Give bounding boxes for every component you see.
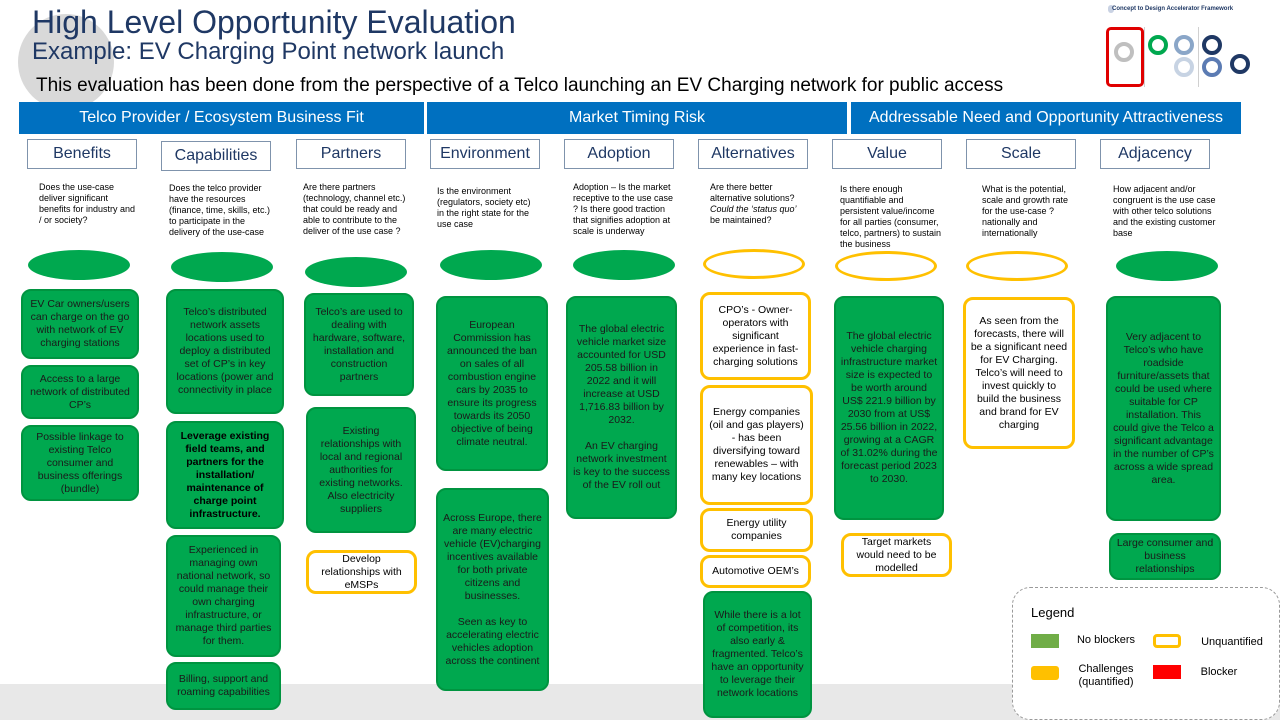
page-tagline: This evaluation has been done from the perspective of a Telco launching an EV Charging network for public access [36,75,1004,96]
value-item: Target markets would need to be modelled [841,533,952,577]
thumbnail-cycle-icon [1174,57,1194,77]
thumbnail-divider [1198,27,1199,87]
column-header-capabilities: Capabilities [161,141,271,171]
column-header-alternatives: Alternatives [698,139,808,169]
thumbnail-cycle-icon [1174,35,1194,55]
category-bar-market-timing: Market Timing Risk [427,102,847,134]
thumbnail-divider [1144,27,1145,87]
column-header-benefits: Benefits [27,139,137,169]
benefits-item: Access to a large network of distributed CP’s [21,365,139,419]
question-partners: Are there partners (technology, channel etc.) that could be ready and able to contribute to the deliver of the use case ? [303,182,406,236]
partners-item: Develop relationships with eMSPs [306,550,417,594]
thumbnail-cycle-icon [1202,35,1222,55]
scale-item: As seen from the forecasts, there will be a significant need for EV Charging. Telco’s will need to invest quickly to build the business and brand for EV charging [963,297,1075,449]
rating-oval-capabilities [171,252,273,282]
capabilities-item: Experienced in managing own national network, so could manage their own charging infrastructure, or manage third parties for them. [166,535,281,657]
alternatives-item: CPO’s - Owner-operators with significant experience in fast-charging solutions [700,292,811,380]
legend-label-unquantified: Unquantified [1201,636,1263,648]
legend-label-challenges: Challenges (quantified) [1078,663,1134,688]
adjacency-item: Very adjacent to Telco’s who have roadside furniture/assets that could be used where suitable for CP installation. This could give the Telco a significant advantage in the number of CP’s across a wide spread area. [1106,296,1221,521]
rating-oval-adjacency [1116,251,1218,281]
alternatives-item: Energy utility companies [700,508,813,552]
adoption-item: The global electric vehicle market size accounted for USD 205.58 billion in 2022 and it will increase at USD 1,716.83 billion by 2032. An EV charging network investment is key to the success of the EV roll out [566,296,677,519]
rating-oval-environment [440,250,542,280]
legend-swatch-challenges [1031,666,1059,680]
question-environment: Is the environment (regulators, society etc) in the right state for the use case [437,186,531,229]
rating-oval-alternatives [703,249,805,279]
thumbnail-title: Concept to Design Accelerator Framework [1112,6,1234,12]
question-capabilities: Does the telco provider have the resources (finance, time, skills, etc.) to participate in the delivery of the use-case [169,183,271,237]
framework-thumbnail [1104,2,1264,94]
rating-oval-adoption [573,250,675,280]
question-benefits: Does the use-case deliver significant benefits for industry and / or society? [39,182,136,225]
thumbnail-cycle-icon [1202,57,1222,77]
category-bar-business-fit: Telco Provider / Ecosystem Business Fit [19,102,424,134]
column-header-partners: Partners [296,139,406,169]
adjacency-item: Large consumer and business relationships [1109,533,1221,580]
thumbnail-cycle-icon [1114,42,1134,62]
legend-swatch-blocker [1153,665,1181,679]
column-header-adjacency: Adjacency [1100,139,1210,169]
column-header-adoption: Adoption [564,139,674,169]
value-item: The global electric vehicle charging infrastructure market size is expected to be worth around US$ 221.9 billion by 2030 from at US$ 25.56 billion in 2022, growing at a CAGR of 31.02% during the forecast period 2023 to 2030. [834,296,944,520]
question-adoption: Adoption – Is the market receptive to the use case ? Is there good traction that signifies adoption at scale is underway [573,182,674,236]
alternatives-item: Automotive OEM’s [700,555,811,588]
benefits-item: Possible linkage to existing Telco consumer and business offerings (bundle) [21,425,139,501]
question-adjacency: How adjacent and/or congruent is the use case with other telco solutions and the existing customer base [1113,184,1216,238]
question-value: Is there enough quantifiable and persistent value/income for all parties (consumer, telco, partners) to sustain the business [840,184,942,249]
column-header-scale: Scale [966,139,1076,169]
rating-oval-value [835,251,937,281]
question-scale: What is the potential, scale and growth rate for the use-case ? nationally and internationally [982,184,1069,238]
category-bar-opportunity: Addressable Need and Opportunity Attractiveness [851,102,1241,134]
alternatives-item: While there is a lot of competition, its also early & fragmented. Telco’s have an opportunity to leverage their network locations [703,591,812,718]
partners-item: Telco’s are used to dealing with hardware, software, installation and construction partners [304,293,414,396]
column-header-value: Value [832,139,942,169]
rating-oval-scale [966,251,1068,281]
benefits-item: EV Car owners/users can charge on the go with network of EV charging stations [21,289,139,359]
thumbnail-cycle-icon [1230,54,1250,74]
legend-title: Legend [1031,605,1075,620]
capabilities-item: Leverage existing field teams, and partners for the installation/ maintenance of charge point infrastructure. [166,421,284,529]
capabilities-item: Telco’s distributed network assets locations used to deploy a distributed set of CP’s in key locations (power and connectivity in place [166,289,284,414]
question-alternatives-suffix: be maintained? [710,215,772,225]
alternatives-item: Energy companies (oil and gas players) - has been diversifying toward renewables – with many key locations [700,385,813,505]
legend [1012,587,1280,720]
question-alternatives-italic: Could the ‘status quo’ [710,204,797,214]
capabilities-item: Billing, support and roaming capabilities [166,662,281,710]
question-alternatives-prefix: Are there better alternative solutions? [710,182,795,203]
question-alternatives [710,182,806,226]
environment-item: European Commission has announced the ban on sales of all combustion engine cars by 2035 to ensure its progress towards its 2050 objective of being climate neutral. [436,296,548,471]
legend-swatch-unquantified [1153,634,1181,648]
rating-oval-partners [305,257,407,287]
page-subtitle: Example: EV Charging Point network launch [32,38,505,65]
rating-oval-benefits [28,250,130,280]
column-header-environment: Environment [430,139,540,169]
partners-item: Existing relationships with local and regional authorities for existing networks. Also electricity suppliers [306,407,416,533]
legend-label-no-blockers: No blockers [1076,634,1136,646]
legend-swatch-no-blockers [1031,634,1059,648]
page-title: High Level Opportunity Evaluation [32,4,516,40]
legend-label-blocker: Blocker [1200,666,1238,678]
thumbnail-cycle-icon [1148,35,1168,55]
environment-item: Across Europe, there are many electric vehicle (EV)charging incentives available for both private citizens and businesses. Seen as key to accelerating electric vehicles adoption across the continent [436,488,549,691]
